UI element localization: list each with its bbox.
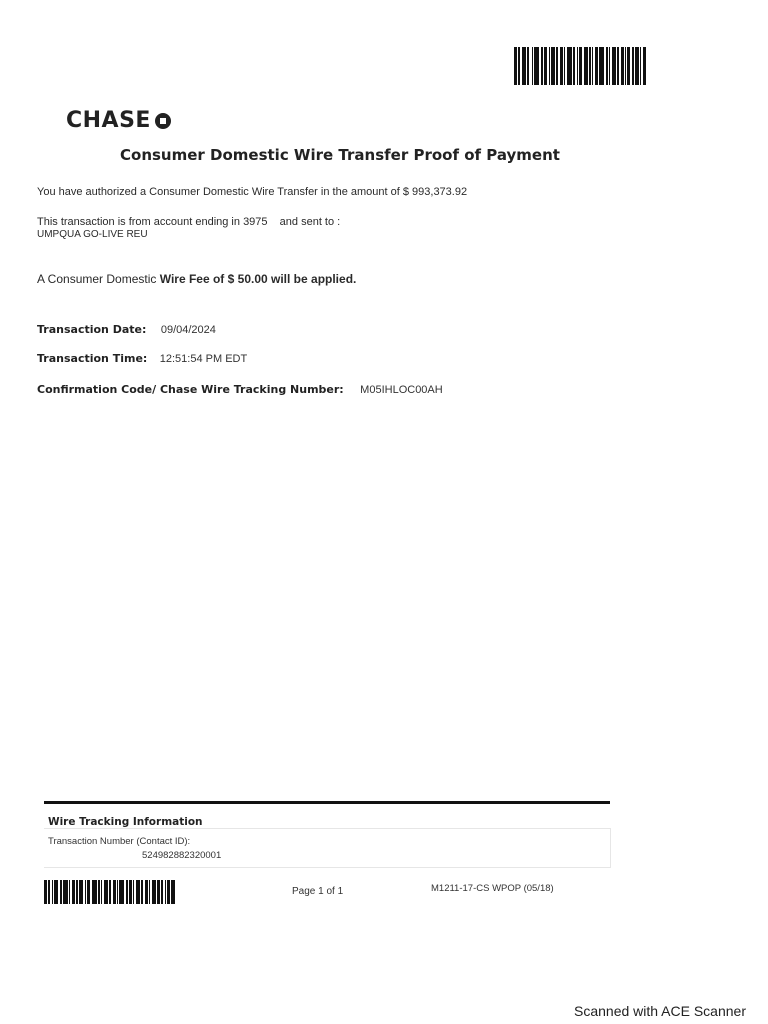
sent-to-label: and sent to :: [279, 216, 341, 228]
account-last4: 3975: [243, 216, 268, 228]
authorized-middle: Domestic Wire Transfer in the amount of $: [202, 186, 409, 198]
confirmation-label: Confirmation Code/ Chase Wire Tracking Number:: [37, 383, 344, 396]
wire-tracking-heading: Wire Tracking Information: [48, 816, 203, 828]
page-number: Page 1 of 1: [292, 886, 344, 897]
account-line: [37, 216, 340, 228]
section-divider: [44, 801, 610, 804]
amount-value: 993,373.92: [412, 186, 468, 198]
recipient-name: UMPQUA GO-LIVE REU: [37, 229, 148, 240]
confirmation-row: [37, 380, 443, 398]
top-barcode: [514, 47, 652, 85]
chase-logo: [66, 108, 171, 133]
logo-text: CHASE: [66, 108, 151, 133]
wire-tracking-box: [44, 828, 611, 868]
transaction-number-label: Transaction Number (Contact ID):: [48, 836, 191, 847]
authorized-prefix: You have authorized a Consumer: [37, 186, 200, 198]
bottom-barcode: [44, 880, 188, 904]
chase-octagon-icon: [155, 113, 171, 129]
authorized-line: [37, 186, 467, 198]
account-prefix: This transaction is from account ending in: [37, 216, 240, 228]
scanner-footer: Scanned with ACE Scanner: [574, 1003, 746, 1019]
fee-prefix: A Consumer: [37, 272, 104, 286]
transaction-date-value: 09/04/2024: [160, 324, 216, 336]
transaction-date-label: Transaction Date:: [37, 323, 147, 336]
form-code: M1211-17-CS WPOP (05/18): [431, 883, 554, 894]
fee-line: [37, 272, 356, 286]
transaction-number-value: 524982882320001: [142, 850, 222, 861]
fee-text: Wire Fee of $ 50.00 will be applied.: [159, 272, 357, 286]
transaction-time-value: 12:51:54 PM EDT: [159, 353, 248, 365]
transaction-time-row: [37, 349, 247, 367]
fee-domestic: Domestic: [106, 272, 157, 286]
confirmation-code: M05IHLOC00AH: [360, 384, 443, 396]
transaction-date-row: [37, 320, 216, 338]
transaction-time-label: Transaction Time:: [37, 352, 148, 365]
page-title: Consumer Domestic Wire Transfer Proof of Payment: [120, 146, 560, 164]
